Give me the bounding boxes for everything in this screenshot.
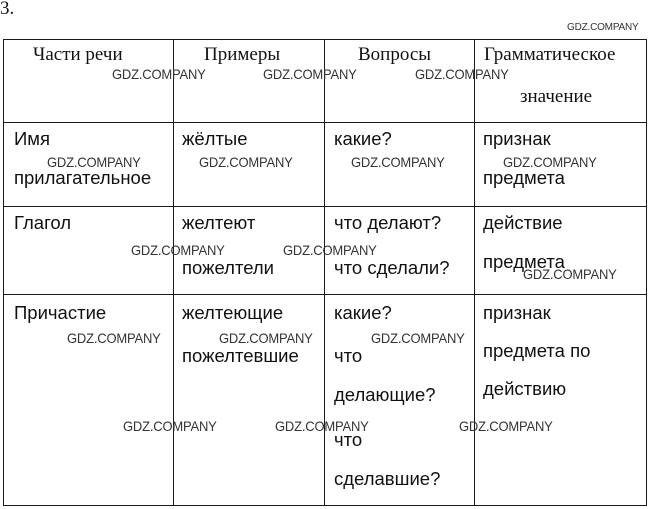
watermark: GDZ.COMPANY <box>263 66 357 83</box>
cell-line: признак <box>483 302 551 323</box>
watermark: GDZ.COMPANY <box>415 66 509 83</box>
cell-line: что <box>334 345 363 366</box>
cell-line: признак <box>483 128 551 149</box>
cell-line: действие <box>483 212 563 233</box>
cell-line: пожелтевшие <box>182 345 299 366</box>
cell-line: Глагол <box>14 212 72 233</box>
watermark: GDZ.COMPANY <box>219 330 313 347</box>
cell-line: Причастие <box>14 302 107 323</box>
watermark: GDZ.COMPANY <box>283 242 377 259</box>
cell-line: пожелтели <box>182 257 275 278</box>
watermark: GDZ.COMPANY <box>112 66 206 83</box>
task-number: 3. <box>0 0 15 19</box>
watermark: GDZ.COMPANY <box>459 418 553 435</box>
cell-line: предмета по <box>483 340 591 361</box>
cell-participle-meaning <box>483 302 643 412</box>
header-line: значение <box>520 86 593 107</box>
watermark: GDZ.COMPANY <box>523 266 617 283</box>
cell-line: предмета <box>483 251 565 272</box>
watermark: GDZ.COMPANY <box>371 330 465 347</box>
watermark: GDZ.COMPANY <box>123 418 217 435</box>
watermark: GDZ.COMPANY <box>275 418 369 435</box>
header-questions: Вопросы <box>358 44 432 65</box>
cell-line: желтеют <box>182 212 256 233</box>
cell-line: какие? <box>334 128 392 149</box>
header-parts-of-speech: Части речи <box>33 44 123 65</box>
cell-line: желтеющие <box>182 302 284 323</box>
cell-line: Имя <box>14 128 51 149</box>
cell-line: что делают? <box>334 212 442 233</box>
watermark: GDZ.COMPANY <box>131 242 225 259</box>
cell-line: сделавшие? <box>334 468 441 489</box>
header-line: Грамматическое <box>484 44 616 65</box>
watermark: GDZ.COMPANY <box>351 154 445 171</box>
cell-line: предмета <box>483 167 565 188</box>
cell-line: жёлтые <box>182 128 248 149</box>
cell-line: какие? <box>334 302 392 323</box>
cell-line: прилагательное <box>14 167 152 188</box>
watermark: GDZ.COMPANY <box>47 154 141 171</box>
cell-line: действию <box>483 378 567 399</box>
watermark: GDZ.COMPANY <box>199 154 293 171</box>
cell-line: что <box>334 429 363 450</box>
cell-line: что сделали? <box>334 257 450 278</box>
watermark: GDZ.COMPANY <box>67 330 161 347</box>
watermark: GDZ.COMPANY <box>503 154 597 171</box>
cell-line: делающие? <box>334 384 436 405</box>
watermark: GDZ.COMPANY <box>567 21 639 34</box>
header-examples: Примеры <box>204 44 281 65</box>
